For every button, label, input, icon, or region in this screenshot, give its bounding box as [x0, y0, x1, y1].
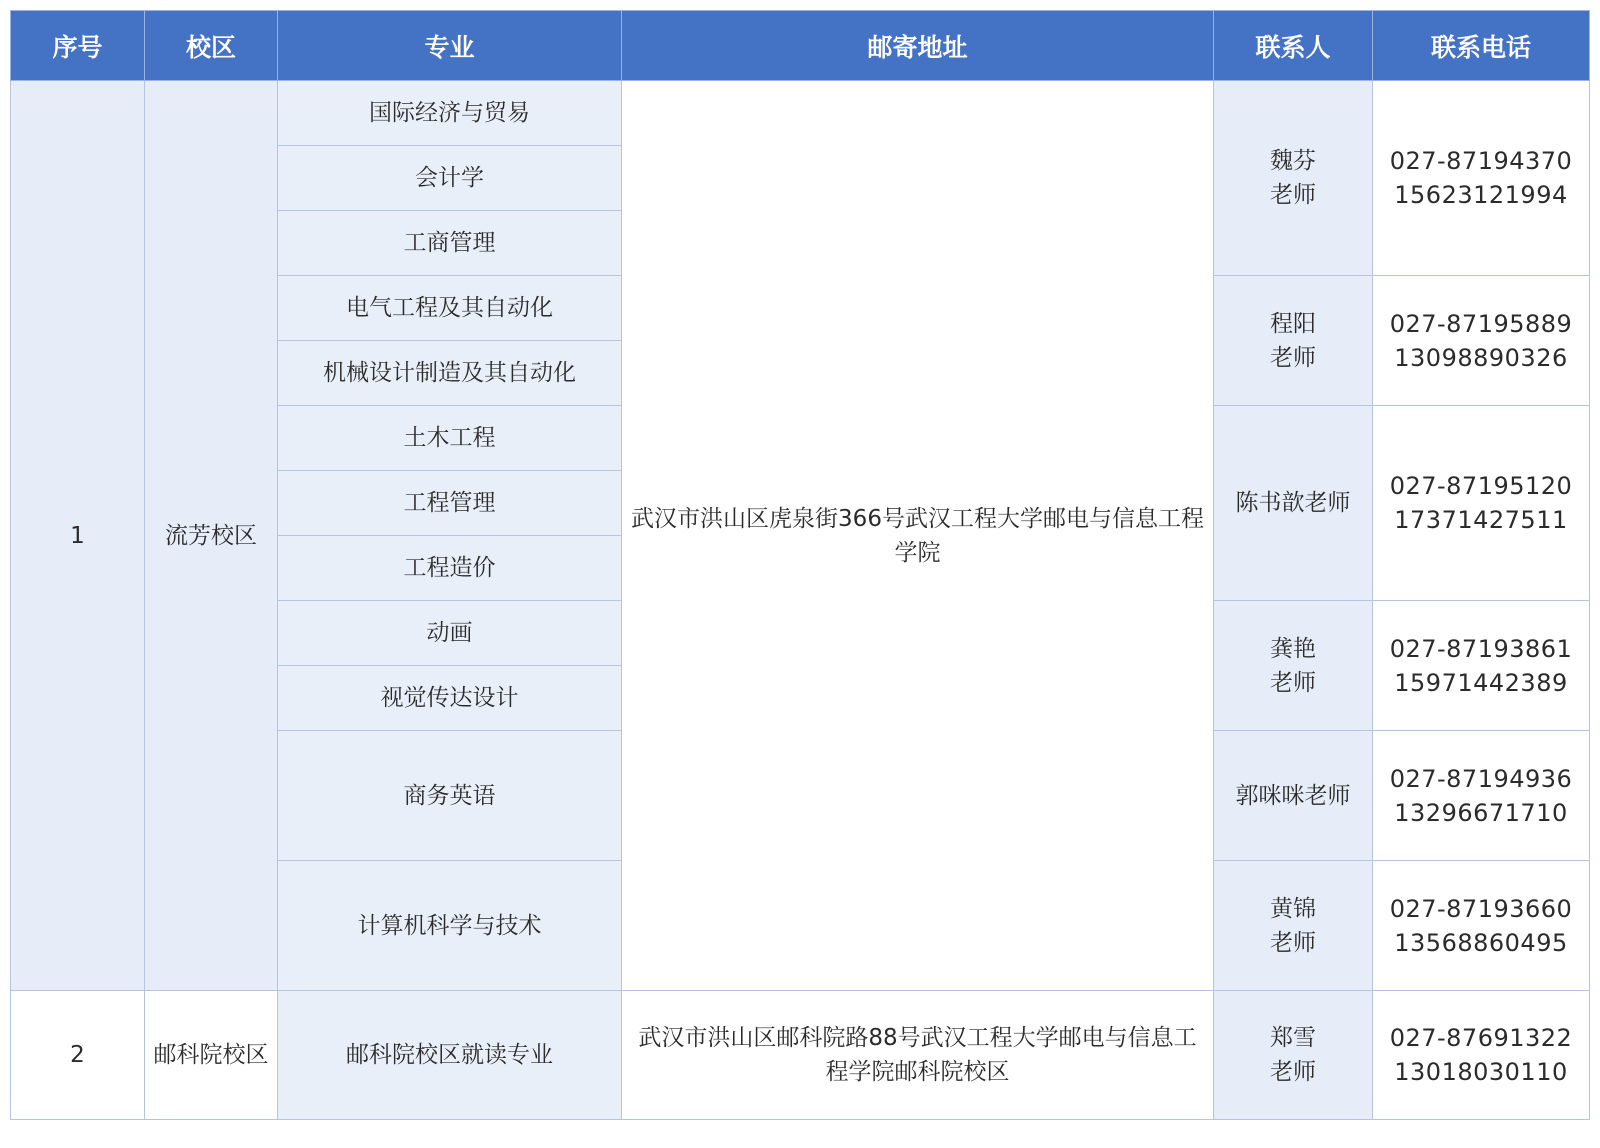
seq-cell: 2 [11, 991, 145, 1120]
header-row [11, 11, 1590, 81]
phone-mobile: 13018030110 [1394, 1058, 1568, 1086]
contact-title: 老师 [1270, 182, 1316, 208]
major-cell: 机械设计制造及其自动化 [278, 341, 622, 406]
major-cell: 国际经济与贸易 [278, 81, 622, 146]
header-contact: 联系人 [1214, 11, 1373, 81]
phone-cell [1373, 731, 1590, 861]
major-cell: 工程管理 [278, 471, 622, 536]
address-cell: 武汉市洪山区虎泉街366号武汉工程大学邮电与信息工程学院 [622, 81, 1214, 991]
phone-mobile: 13568860495 [1394, 928, 1568, 957]
phone-cell [1373, 81, 1590, 276]
header-address: 邮寄地址 [622, 11, 1214, 81]
phone-landline: 027-87193660 [1389, 894, 1573, 923]
major-cell: 邮科院校区就读专业 [278, 991, 622, 1120]
phone-landline: 027-87194936 [1389, 764, 1573, 793]
phone-mobile: 13098890326 [1394, 343, 1568, 372]
phone-cell [1373, 991, 1590, 1120]
header-phone: 联系电话 [1373, 11, 1590, 81]
table-row [11, 991, 1590, 1120]
seq-cell: 1 [11, 81, 145, 991]
phone-landline: 027-87194370 [1389, 147, 1573, 175]
phone-mobile: 15623121994 [1394, 181, 1568, 209]
phone-landline: 027-87195889 [1389, 309, 1573, 338]
phone-landline: 027-87193861 [1389, 634, 1573, 663]
header-major: 专业 [278, 11, 622, 81]
major-cell: 会计学 [278, 146, 622, 211]
contact-name: 魏芬 [1270, 148, 1316, 174]
contact-name: 黄锦 [1270, 895, 1316, 922]
contact-title: 老师 [1270, 344, 1316, 371]
contact-title: 老师 [1270, 929, 1316, 956]
major-cell: 电气工程及其自动化 [278, 276, 622, 341]
contact-cell [1214, 861, 1373, 991]
phone-landline: 027-87195120 [1389, 472, 1573, 500]
address-cell: 武汉市洪山区邮科院路88号武汉工程大学邮电与信息工程学院邮科院校区 [622, 991, 1214, 1120]
contact-cell [1214, 406, 1373, 601]
contact-cell [1214, 991, 1373, 1120]
campus-cell: 邮科院校区 [145, 991, 278, 1120]
contact-name: 龚艳 [1270, 635, 1316, 662]
contact-cell [1214, 276, 1373, 406]
contact-name: 陈书歆老师 [1235, 490, 1351, 516]
phone-landline: 027-87691322 [1389, 1024, 1573, 1052]
phone-mobile: 17371427511 [1394, 506, 1568, 534]
header-campus: 校区 [145, 11, 278, 81]
phone-mobile: 15971442389 [1394, 668, 1568, 697]
contact-name: 程阳 [1270, 310, 1316, 337]
phone-cell [1373, 601, 1590, 731]
header-seq: 序号 [11, 11, 145, 81]
major-cell: 计算机科学与技术 [278, 861, 622, 991]
contact-table [10, 10, 1590, 1120]
campus-cell: 流芳校区 [145, 81, 278, 991]
contact-title: 老师 [1270, 669, 1316, 696]
phone-cell [1373, 276, 1590, 406]
phone-cell [1373, 861, 1590, 991]
contact-name: 郭咪咪老师 [1235, 782, 1351, 809]
contact-name: 郑雪 [1270, 1025, 1316, 1051]
major-cell: 工商管理 [278, 211, 622, 276]
phone-mobile: 13296671710 [1394, 798, 1568, 827]
contact-title: 老师 [1270, 1059, 1316, 1085]
major-cell: 土木工程 [278, 406, 622, 471]
contact-cell [1214, 731, 1373, 861]
major-cell: 工程造价 [278, 536, 622, 601]
major-cell: 视觉传达设计 [278, 666, 622, 731]
phone-cell [1373, 406, 1590, 601]
table-row [11, 81, 1590, 146]
major-cell: 商务英语 [278, 731, 622, 861]
contact-cell [1214, 81, 1373, 276]
major-cell: 动画 [278, 601, 622, 666]
contact-cell [1214, 601, 1373, 731]
